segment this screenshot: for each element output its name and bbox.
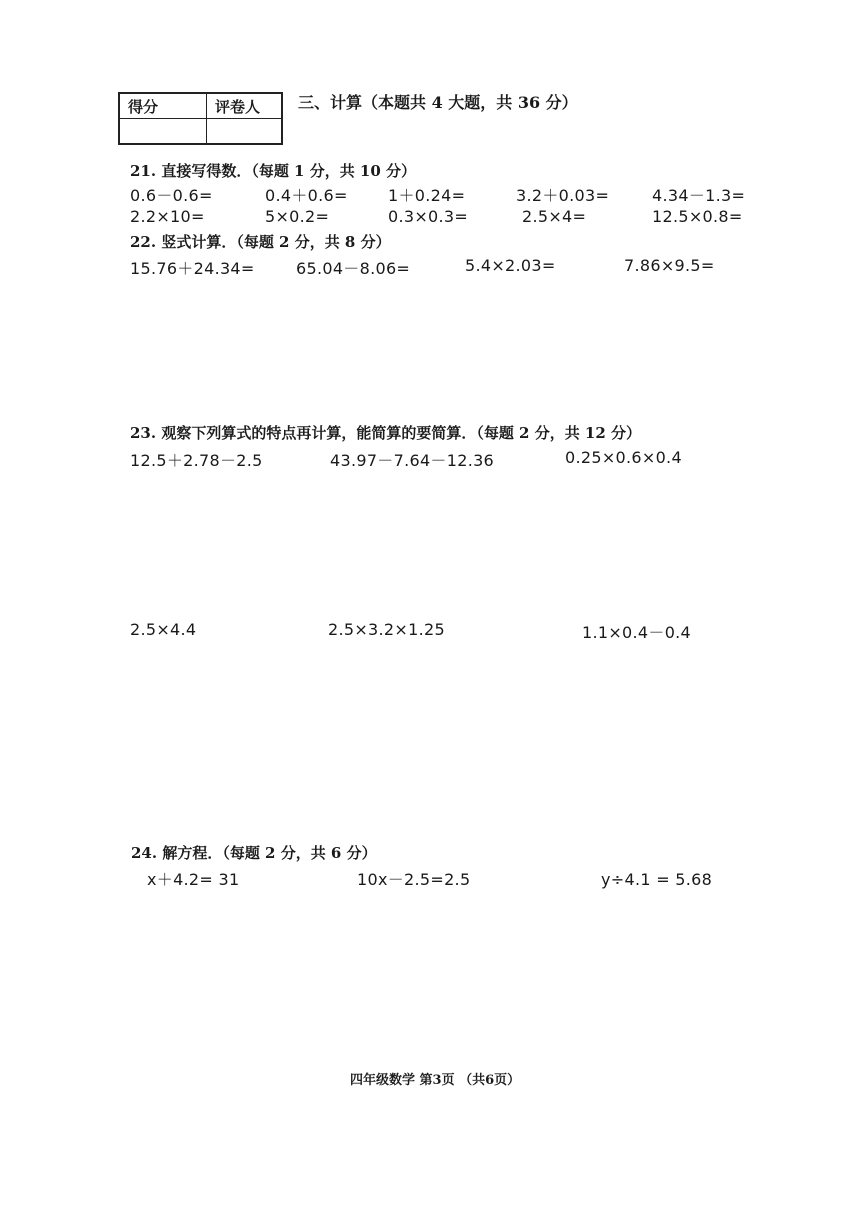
q23-item: 2.5×4.4 xyxy=(130,620,197,639)
q23-item: 2.5×3.2×1.25 xyxy=(328,620,445,639)
section-title: 三、计算（本题共 4 大题，共 36 分） xyxy=(298,93,578,112)
q21-item: 5×0.2= xyxy=(265,207,330,226)
grader-header: 评卷人 xyxy=(207,93,283,119)
q21-item: 0.4＋0.6= xyxy=(265,186,348,205)
q23-item: 43.97－7.64－12.36 xyxy=(330,451,495,470)
score-cell xyxy=(119,119,207,145)
q21-item: 2.2×10= xyxy=(130,207,205,226)
q23-item: 1.1×0.4－0.4 xyxy=(582,623,692,642)
q21-item: 4.34－1.3= xyxy=(652,186,746,205)
q24-item: y÷4.1 = 5.68 xyxy=(601,870,713,889)
page-footer: 四年级数学 第3页 （共6页） xyxy=(350,1073,521,1088)
q21-item: 3.2＋0.03= xyxy=(516,186,610,205)
q21-item: 2.5×4= xyxy=(522,207,587,226)
q22-item: 5.4×2.03= xyxy=(465,256,556,275)
q22-item: 15.76＋24.34= xyxy=(130,259,255,278)
q23-title: 23. 观察下列算式的特点再计算，能简算的要简算．（每题 2 分，共 12 分） xyxy=(130,424,642,442)
q21-title: 21. 直接写得数．（每题 1 分，共 10 分） xyxy=(130,162,417,180)
score-header: 得分 xyxy=(119,93,207,119)
score-table xyxy=(118,92,283,145)
q24-item: x＋4.2= 31 xyxy=(147,870,240,889)
q22-item: 7.86×9.5= xyxy=(624,256,715,275)
q21-item: 12.5×0.8= xyxy=(652,207,743,226)
q21-item: 0.3×0.3= xyxy=(388,207,469,226)
q24-item: 10x－2.5=2.5 xyxy=(357,870,471,889)
q21-item: 0.6－0.6= xyxy=(130,186,213,205)
q23-item: 0.25×0.6×0.4 xyxy=(565,448,682,467)
q22-item: 65.04－8.06= xyxy=(296,259,411,278)
q22-title: 22. 竖式计算．（每题 2 分，共 8 分） xyxy=(130,233,391,251)
q24-title: 24. 解方程．（每题 2 分，共 6 分） xyxy=(131,844,377,862)
q23-item: 12.5＋2.78－2.5 xyxy=(130,451,263,470)
grader-cell xyxy=(207,119,283,145)
q21-item: 1＋0.24= xyxy=(388,186,466,205)
